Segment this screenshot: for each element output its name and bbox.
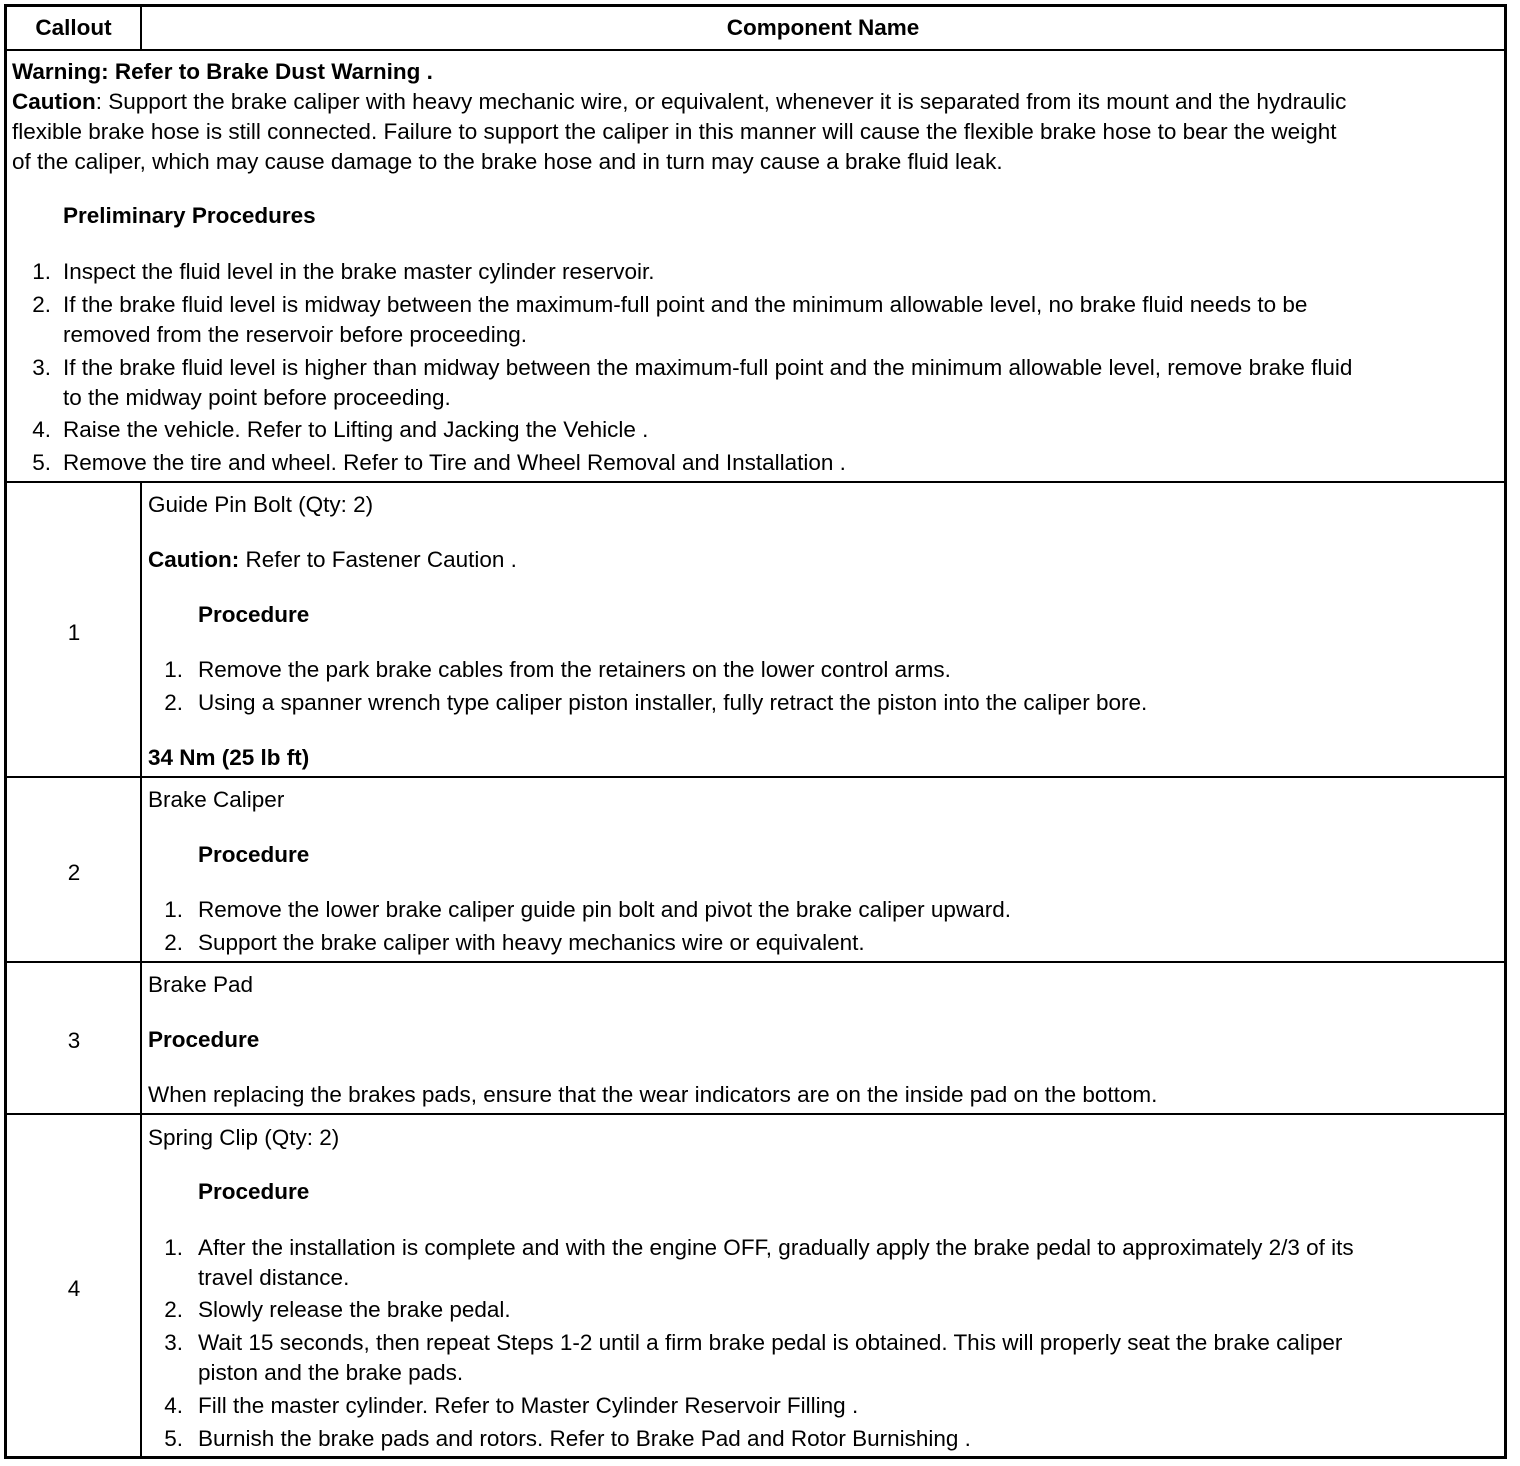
header-component-name: Component Name [726, 15, 920, 40]
step-number: 2. [32, 292, 51, 317]
step-text: Burnish the brake pads and rotors. Refer to Brake Pad and Rotor Burnishing . [198, 1426, 971, 1451]
preliminary-heading: Preliminary Procedures [63, 203, 316, 228]
component-name: Guide Pin Bolt (Qty: 2) [148, 492, 374, 517]
step-text: Remove the park brake cables from the retainers on the lower control arms. [198, 657, 951, 682]
step-text: Remove the lower brake caliper guide pin bolt and pivot the brake caliper upward. [198, 897, 1011, 922]
warning-label: Warning: [12, 59, 109, 84]
caution-label: Caution: [148, 547, 240, 572]
step-text: Remove the tire and wheel. Refer to Tire and Wheel Removal and Installation . [63, 450, 846, 475]
caution-line: Caution: Refer to Fastener Caution . [148, 547, 517, 572]
component-name: Brake Caliper [148, 787, 285, 812]
callout-number: 1 [67, 620, 81, 645]
row-divider [7, 1113, 1504, 1115]
header-divider [7, 49, 1504, 51]
step-text: to the midway point before proceeding. [63, 385, 451, 410]
step-number: 1. [164, 897, 183, 922]
caution-line: Caution: Support the brake caliper with heavy mechanic wire, or equivalent, whenever it is separated from its mount and the hydraulic [12, 89, 1347, 114]
row-divider [7, 961, 1504, 963]
step-number: 2. [164, 690, 183, 715]
procedure-heading: Procedure [198, 602, 310, 627]
step-text: After the installation is complete and with the engine OFF, gradually apply the brake pedal to approximately 2/3 of its [198, 1235, 1354, 1260]
row-divider [7, 481, 1504, 483]
step-number: 1. [164, 657, 183, 682]
step-text: If the brake fluid level is higher than midway between the maximum-full point and the minimum allowable level, remove brake fluid [63, 355, 1353, 380]
step-text: piston and the brake pads. [198, 1360, 464, 1385]
component-name: Spring Clip (Qty: 2) [148, 1125, 340, 1150]
procedure-heading: Procedure [198, 842, 310, 867]
step-number: 3. [164, 1330, 183, 1355]
step-number: 2. [164, 930, 183, 955]
step-text: removed from the reservoir before proceeding. [63, 322, 527, 347]
component-name: Brake Pad [148, 972, 254, 997]
caution-line: flexible brake hose is still connected. Failure to support the caliper in this manner will cause the flexible brake hose to bear the weight [12, 119, 1337, 144]
row-divider [7, 776, 1504, 778]
step-text: travel distance. [198, 1265, 350, 1290]
step-text: If the brake fluid level is midway between the maximum-full point and the minimum allowable level, no brake fluid needs to be [63, 292, 1308, 317]
header-callout: Callout [35, 15, 112, 40]
caution-line: of the caliper, which may cause damage to the brake hose and in turn may cause a brake fluid leak. [12, 149, 1003, 174]
step-number: 1. [32, 259, 51, 284]
step-number: 5. [32, 450, 51, 475]
step-number: 3. [32, 355, 51, 380]
step-number: 1. [164, 1235, 183, 1260]
step-text: Support the brake caliper with heavy mechanics wire or equivalent. [198, 930, 865, 955]
step-text: Using a spanner wrench type caliper piston installer, fully retract the piston into the caliper bore. [198, 690, 1148, 715]
step-number: 2. [164, 1297, 183, 1322]
procedure-heading: Procedure [148, 1027, 260, 1052]
step-number: 4. [164, 1393, 183, 1418]
torque-spec: 34 Nm (25 lb ft) [148, 745, 310, 770]
step-text: Raise the vehicle. Refer to Lifting and Jacking the Vehicle . [63, 417, 649, 442]
callout-number: 2 [67, 860, 81, 885]
callout-number: 3 [67, 1028, 81, 1053]
step-text: Fill the master cylinder. Refer to Master Cylinder Reservoir Filling . [198, 1393, 859, 1418]
callout-number: 4 [67, 1276, 81, 1301]
step-text: Wait 15 seconds, then repeat Steps 1-2 until a firm brake pedal is obtained. This will properly seat the brake caliper [198, 1330, 1343, 1355]
step-number: 5. [164, 1426, 183, 1451]
procedure-text: When replacing the brakes pads, ensure that the wear indicators are on the inside pad on the bottom. [148, 1082, 1158, 1107]
warning-line [12, 57, 433, 87]
step-text: Slowly release the brake pedal. [198, 1297, 511, 1322]
step-number: 4. [32, 417, 51, 442]
step-text: Inspect the fluid level in the brake master cylinder reservoir. [63, 259, 655, 284]
procedure-heading: Procedure [198, 1179, 310, 1204]
caution-label: Caution [12, 89, 96, 114]
procedure-table [4, 4, 1507, 1459]
warning-text: Refer to Brake Dust Warning . [114, 59, 433, 84]
